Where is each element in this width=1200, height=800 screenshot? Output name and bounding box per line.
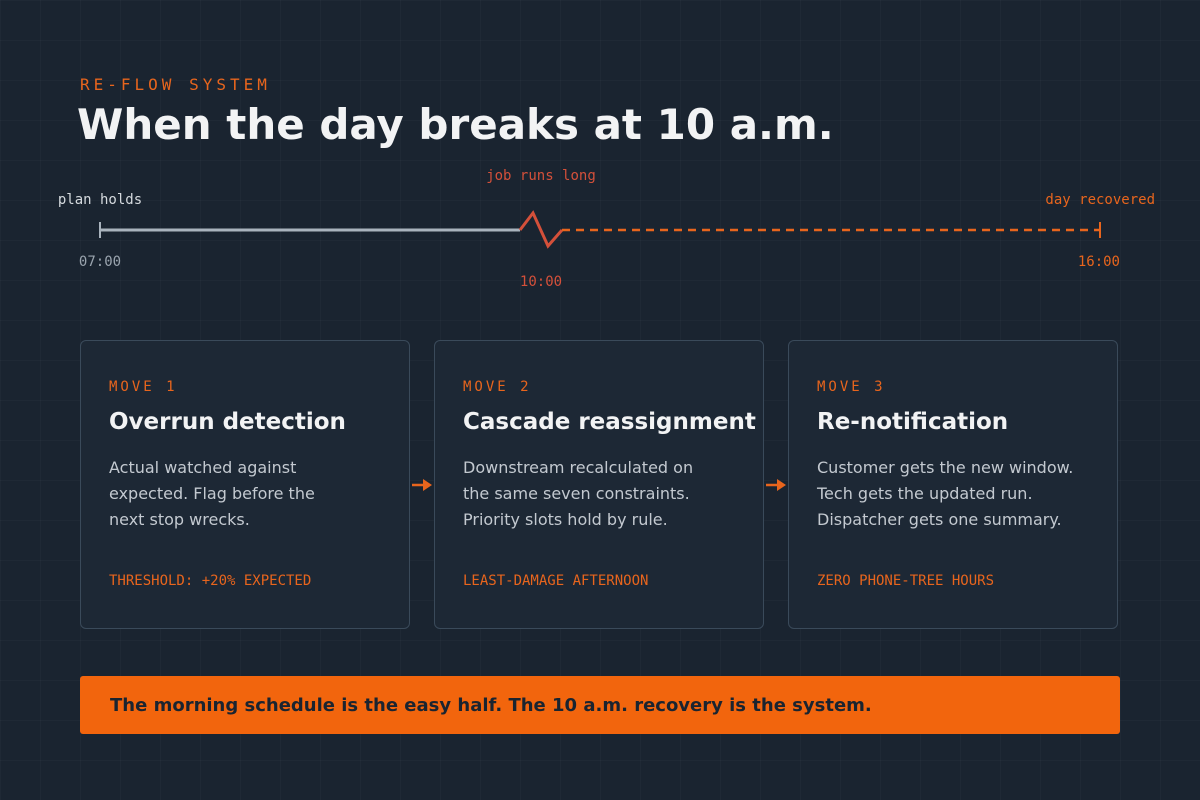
move-tag: LEAST-DAMAGE AFTERNOON — [463, 573, 649, 589]
move-description — [463, 455, 753, 533]
description-line: Priority slots hold by rule. — [463, 510, 668, 529]
move-card-2 — [434, 340, 764, 629]
description-line: Actual watched against — [109, 458, 297, 477]
arrow-right-icon — [411, 476, 433, 494]
timeline-break-time: 10:00 — [519, 274, 563, 290]
move-tag: ZERO PHONE-TREE HOURS — [817, 573, 995, 589]
move-number: MOVE 3 — [817, 379, 886, 395]
timeline-break-zigzag — [520, 213, 562, 246]
summary-banner — [80, 676, 1120, 734]
move-title: Re-notification — [817, 409, 1009, 435]
page-title: When the day breaks at 10 a.m. — [77, 100, 834, 149]
description-line: Customer gets the new window. — [817, 458, 1074, 477]
description-line: Downstream recalculated on — [463, 458, 694, 477]
move-title: Cascade reassignment — [463, 409, 756, 435]
move-number: MOVE 1 — [109, 379, 178, 395]
description-line: the same seven constraints. — [463, 484, 690, 503]
timeline-break-label: job runs long — [486, 168, 596, 184]
timeline-end-time: 16:00 — [1077, 254, 1120, 270]
move-description — [817, 455, 1107, 533]
move-card-3 — [788, 340, 1118, 629]
timeline-start-time: 07:00 — [78, 254, 122, 270]
move-title: Overrun detection — [109, 409, 346, 435]
timeline-start-label: plan holds — [57, 192, 143, 208]
description-line: Dispatcher gets one summary. — [817, 510, 1062, 529]
arrow-right-icon — [765, 476, 787, 494]
timeline-diagram — [0, 0, 1200, 300]
banner-text: The morning schedule is the easy half. The 10 a.m. recovery is the system. — [110, 694, 872, 716]
timeline-end-label: day recovered — [1045, 192, 1155, 208]
description-line: next stop wrecks. — [109, 510, 250, 529]
description-line: expected. Flag before the — [109, 484, 315, 503]
description-line: Tech gets the updated run. — [817, 484, 1033, 503]
move-number: MOVE 2 — [463, 379, 532, 395]
eyebrow-label: RE-FLOW SYSTEM — [80, 75, 271, 94]
move-card-1 — [80, 340, 410, 629]
move-tag: THRESHOLD: +20% EXPECTED — [109, 573, 312, 589]
move-description — [109, 455, 399, 533]
